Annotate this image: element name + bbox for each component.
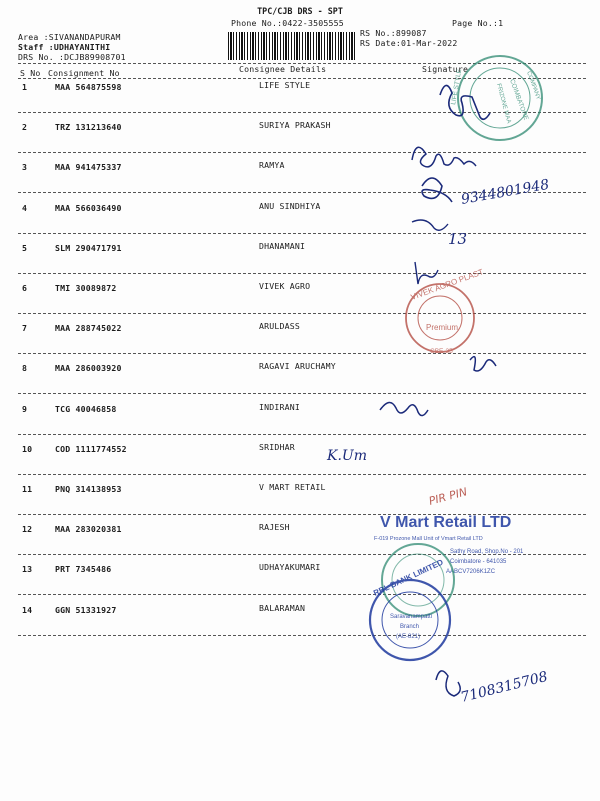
signature-3 (422, 178, 452, 202)
consignee-name: INDIRANI (259, 402, 301, 412)
consignment-number: MAA 283020381 (55, 524, 122, 534)
svg-text:(AE-821): (AE-821) (396, 634, 421, 640)
consignee-name: RAMYA (259, 160, 285, 170)
svg-text:PIR PIN: PIR PIN (427, 485, 469, 508)
phone-number: Phone No.:0422-3505555 (231, 18, 344, 28)
serial-number: 14 (22, 605, 33, 615)
consignment-number: TRZ 131213640 (55, 122, 122, 132)
serial-number: 7 (22, 323, 28, 333)
consignment-number: MAA 288745022 (55, 323, 122, 333)
handwritten-name-9: K.Um (327, 448, 367, 464)
svg-text:F-019 Prozone Mall Unit of Vma: F-019 Prozone Mall Unit of Vmart Retail LTD (374, 536, 483, 542)
consignment-number: MAA 941475337 (55, 162, 122, 172)
col-signature: Signature (422, 64, 469, 74)
svg-text:FRIZONE MAA: FRIZONE MAA (495, 82, 512, 125)
svg-text:VIVEK AGRO PLAST: VIVEK AGRO PLAST (409, 267, 485, 302)
serial-number: 8 (22, 363, 28, 373)
consignee-name: ANU SINDHIYA (259, 201, 321, 211)
life-style-stamp (450, 56, 542, 140)
consignment-number: TMI 30089872 (55, 283, 117, 293)
handwritten-mark-4: 13 (448, 230, 468, 248)
consignment-number: COD 1111774552 (55, 444, 127, 454)
consignment-number: MAA 566036490 (55, 203, 122, 213)
handwritten-phone-14: 7108315708 (459, 668, 550, 706)
consignment-number: MAA 286003920 (55, 363, 122, 373)
svg-text:AABCV7206K1ZC: AABCV7206K1ZC (446, 569, 496, 575)
svg-text:COIMBATORE: COIMBATORE (508, 78, 530, 122)
consignment-number: MAA 564875598 (55, 82, 122, 92)
consignment-number: GGN 51331927 (55, 605, 117, 615)
signature-4 (412, 220, 448, 230)
svg-text:COMPANY: COMPANY (525, 70, 541, 101)
drs-title: TPC/CJB DRS - SPT (257, 6, 343, 16)
consignee-name: RAGAVI ARUCHAMY (259, 361, 336, 371)
col-sno: S No (20, 68, 41, 78)
consignee-name: SURIYA PRAKASH (259, 120, 331, 130)
consignment-number: PNQ 314138953 (55, 484, 122, 494)
svg-text:RBL BANK LIMITED: RBL BANK LIMITED (372, 557, 445, 598)
serial-number: 10 (22, 444, 33, 454)
serial-number: 12 (22, 524, 33, 534)
staff-label: Staff :UDHAYANITHI (18, 42, 111, 52)
consignment-number: SLM 290471791 (55, 243, 122, 253)
serial-number: 2 (22, 122, 28, 132)
svg-text:Coimbatore - 641035: Coimbatore - 641035 (450, 559, 507, 565)
signature-14 (436, 671, 460, 696)
col-consignment: Consignment No (48, 68, 120, 78)
consignee-name: V MART RETAIL (259, 482, 326, 492)
consignee-name: ARULDASS (259, 321, 301, 331)
signature-2 (412, 147, 476, 167)
page-number: Page No.:1 (452, 18, 504, 28)
serial-number: 1 (22, 82, 28, 92)
svg-text:Sathy Road, Shop.No - 201: Sathy Road, Shop.No - 201 (450, 549, 524, 555)
svg-text:Branch: Branch (400, 624, 420, 630)
serial-number: 13 (22, 564, 33, 574)
consignee-name: SRIDHAR (259, 442, 295, 452)
signature-8 (380, 402, 428, 415)
serial-number: 4 (22, 203, 28, 213)
handwritten-phone-1: 9344801948 (459, 176, 551, 208)
svg-text:LIFE STYLE: LIFE STYLE (450, 68, 464, 106)
consignee-name: RAJESH (259, 522, 290, 532)
consignee-name: UDHAYAKUMARI (259, 562, 321, 572)
svg-text:CBE-35: CBE-35 (430, 348, 453, 355)
consignee-name: BALARAMAN (259, 603, 306, 613)
signature-5 (415, 262, 438, 284)
serial-number: 5 (22, 243, 28, 253)
consignee-name: LIFE STYLE (259, 80, 311, 90)
signature-7 (470, 357, 496, 371)
consignee-name: VIVEK AGRO (259, 281, 311, 291)
svg-text:V Mart Retail LTD: V Mart Retail LTD (380, 514, 512, 531)
rs-date: RS Date:01-Mar-2022 (360, 38, 458, 48)
svg-text:Premium: Premium (426, 323, 459, 332)
serial-number: 3 (22, 162, 28, 172)
area-label: Area :SIVANANDAPURAM (18, 32, 121, 42)
rs-number: RS No.:899087 (360, 28, 427, 38)
serial-number: 9 (22, 404, 28, 414)
consignment-number: TCG 40046858 (55, 404, 117, 414)
serial-number: 6 (22, 283, 28, 293)
consignee-name: DHANAMANI (259, 241, 306, 251)
serial-number: 11 (22, 484, 33, 494)
drs-number: DRS No. :DCJB89908701 (18, 52, 126, 62)
col-consignee: Consignee Details (239, 64, 327, 74)
consignment-number: PRT 7345486 (55, 564, 112, 574)
svg-text:Saravanampatti: Saravanampatti (390, 614, 433, 620)
signature-1 (440, 85, 490, 119)
